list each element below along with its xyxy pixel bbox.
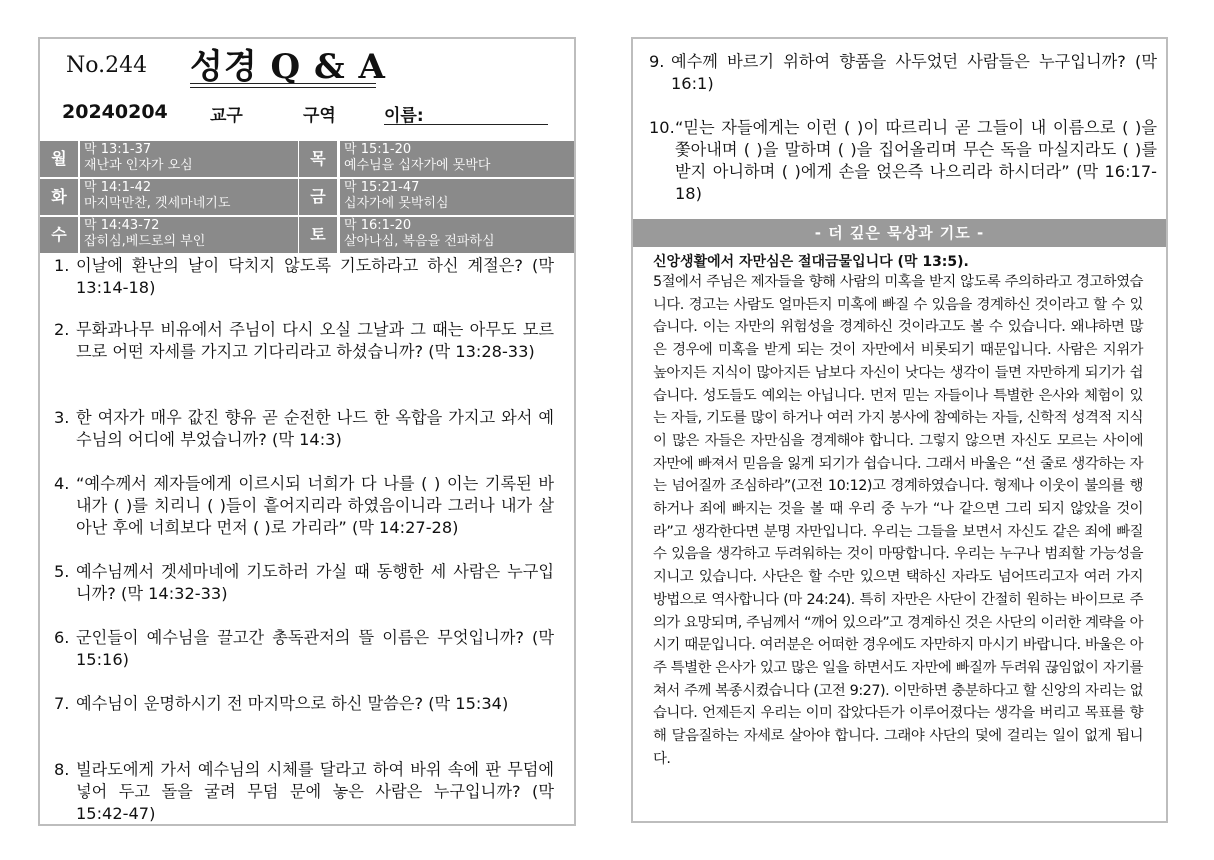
question-text: 빌라도에게 가서 예수님의 시체를 달라고 하여 바위 속에 판 무덤에 넣어 두고 돌을 굴려 무덤 문에 놓은 사람은 누구입니까? (막 15:42-47) xyxy=(76,760,554,823)
question-number: 10. xyxy=(649,118,675,137)
title-underline xyxy=(190,83,376,84)
reading-schedule xyxy=(40,141,574,255)
schedule-ref: 막 14:43-72 xyxy=(84,218,160,233)
question-number: 1. xyxy=(54,256,70,275)
question-number: 9. xyxy=(649,52,665,71)
question-number: 4. xyxy=(54,474,70,493)
schedule-title: 예수님을 십자가에 못박다 xyxy=(344,158,491,173)
day-label: 금 xyxy=(299,179,337,215)
question-number: 5. xyxy=(54,562,70,581)
question-text: 군인들이 예수님을 끌고간 총독관저의 뜰 이름은 무엇입니까? (막 15:16) xyxy=(76,628,554,669)
schedule-cell xyxy=(80,217,298,253)
schedule-row xyxy=(40,179,574,217)
schedule-title: 마지막만찬, 겟세마네기도 xyxy=(84,196,231,211)
schedule-title: 십자가에 못박히심 xyxy=(344,196,449,211)
guyeok-label: 구역 xyxy=(303,106,336,126)
title-underline-2 xyxy=(190,87,376,88)
day-label: 목 xyxy=(299,141,337,177)
schedule-ref: 막 13:1-37 xyxy=(84,142,152,157)
schedule-row xyxy=(40,141,574,179)
day-label: 토 xyxy=(299,217,337,253)
name-label: 이름: xyxy=(384,106,424,126)
question-number: 8. xyxy=(54,760,70,779)
question-text: “믿는 자들에게는 이런 ( )이 따르리니 곧 그들이 내 이름으로 ( )을 쫓아내며 ( )을 말하며 ( )을 집어올리며 무슨 독을 마실지라도 ( )를 받지 아니하며 ( )에게 손을 얹은즉 나으리라 하시더라” (막 16:17-18) xyxy=(675,118,1157,203)
page-title: 성경 Q & A xyxy=(190,47,386,87)
schedule-cell xyxy=(340,217,574,253)
question-text: 예수님께서 겟세마네에 기도하러 가실 때 동행한 세 사람은 누구입니까? (막 14:32-33) xyxy=(76,562,554,603)
question-number: 7. xyxy=(54,694,70,713)
schedule-ref: 막 14:1-42 xyxy=(84,180,152,195)
schedule-cell xyxy=(80,141,298,177)
date: 20240204 xyxy=(62,101,168,123)
question-text: 무화과나무 비유에서 주님이 다시 오실 그날과 그 때는 아무도 모르므로 어떤 자세를 가지고 기다리라고 하셨습니까? (막 13:28-33) xyxy=(76,320,554,361)
right-page xyxy=(631,37,1168,823)
schedule-title: 살아나심, 복음을 전파하심 xyxy=(344,234,495,249)
day-label: 화 xyxy=(40,179,78,215)
question-text: 한 여자가 매우 값진 향유 곧 순전한 나드 한 옥합을 가지고 와서 예수님의 어디에 부었습니까? (막 14:3) xyxy=(76,408,554,449)
question-text: 예수께 바르기 위하여 향품을 사두었던 사람들은 누구입니까? (막 16:1) xyxy=(671,52,1157,93)
issue-number: No.244 xyxy=(66,53,148,78)
day-label: 월 xyxy=(40,141,78,177)
schedule-title: 재난과 인자가 오심 xyxy=(84,158,193,173)
meditation-body: 5절에서 주님은 제자들을 향해 사람의 미혹을 받지 않도록 주의하라고 경고하였습니다. 경고는 사람도 얼마든지 미혹에 빠질 수 있음을 경계하신 것이라고 할 수 있습니다. 이는 자만의 위험성을 경계하신 것이라고도 볼 수 있습니다. 왜냐하면 많은 경우에 미혹을 받게 되는 것이 자만에서 비롯되기 때문입니다. 사람은 지위가 높아지든 지식이 많아지든 남보다 자신이 낫다는 생각이 들면 자만하게 되기가 쉽습니다. 성도들도 예외는 아닙니다. 먼저 믿는 자들이나 특별한 은사와 체험이 있는 자들, 기도를 많이 하거나 여러 가지 봉사에 참예하는 자들, 신학적 성격적 지식이 많은 자들은 자만심을 경계해야 합니다. 그렇지 않으면 자신도 모르는 사이에 자만에 빠져서 믿음을 잃게 되기가 쉽습니다. 그래서 바울은 “선 줄로 생각하는 자는 넘어질까 조심하라”(고전 10:12)고 경계하였습니다. 형제나 이웃이 불의를 행하거나 죄에 빠지는 것을 볼 때 우리 중 누가 “나 같으면 그리 되지 않았을 것이라”고 생각한다면 분명 자만입니다. 우리는 그들을 보면서 자신도 같은 죄에 빠질 수 있음을 생각하고 두려워하는 것이 마땅합니다. 우리는 누구나 범죄할 가능성을 지니고 있습니다. 사단은 할 수만 있으면 택하신 자라도 넘어뜨리고자 여러 가지 방법으로 역사합니다 (마 24:24). 특히 자만은 사단이 간절히 원하는 바이므로 주의가 요망되며, 주님께서 “깨어 있으라”고 경계하신 것은 사단의 이러한 계략을 아시기 때문입니다. 여러분은 어떠한 경우에도 자만하지 마시기 바랍니다. 바울은 아주 특별한 은사가 있고 많은 일을 하면서도 자만에 빠질까 두려워 끊임없이 자기를 쳐서 주께 복종시켰습니다 (고전 9:27). 이만하면 충분하다고 할 신앙의 자리는 없습니다. 언제든지 우리는 이미 잡았다든가 이루어졌다는 생각을 버리고 목표를 향해 달음질하는 자세로 살아야 합니다. 그래야 사단의 덫에 걸리는 일이 없게 됩니다. xyxy=(653,274,1143,767)
gyogu-label: 교구 xyxy=(210,106,243,126)
schedule-ref: 막 15:1-20 xyxy=(344,142,412,157)
schedule-cell xyxy=(80,179,298,215)
schedule-title: 잡히심,베드로의 부인 xyxy=(84,234,206,249)
schedule-cell xyxy=(340,141,574,177)
schedule-ref: 막 16:1-20 xyxy=(344,218,412,233)
meditation-heading: 신앙생활에서 자만심은 절대금물입니다 (막 13:5). xyxy=(653,254,969,270)
question-number: 2. xyxy=(54,320,70,339)
question-number: 6. xyxy=(54,628,70,647)
left-page xyxy=(38,37,576,826)
question-number: 3. xyxy=(54,408,70,427)
question-text: 예수님이 운명하시기 전 마지막으로 하신 말씀은? (막 15:34) xyxy=(76,694,509,713)
name-field-line xyxy=(384,124,548,125)
question-text: 이날에 환난의 날이 닥치지 않도록 기도하라고 하신 계절은? (막 13:14-18) xyxy=(76,256,554,297)
meditation-banner: - 더 깊은 묵상과 기도 - xyxy=(633,219,1166,247)
schedule-ref: 막 15:21-47 xyxy=(344,180,420,195)
schedule-row xyxy=(40,217,574,255)
day-label: 수 xyxy=(40,217,78,253)
schedule-cell xyxy=(340,179,574,215)
question-text: “예수께서 제자들에게 이르시되 너희가 다 나를 ( ) 이는 기록된 바 내가 ( )를 치리니 ( )들이 흩어지리라 하였음이니라 그러나 내가 살아난 후에 너희보다 먼저 ( )로 가리라” (막 14:27-28) xyxy=(76,474,554,537)
